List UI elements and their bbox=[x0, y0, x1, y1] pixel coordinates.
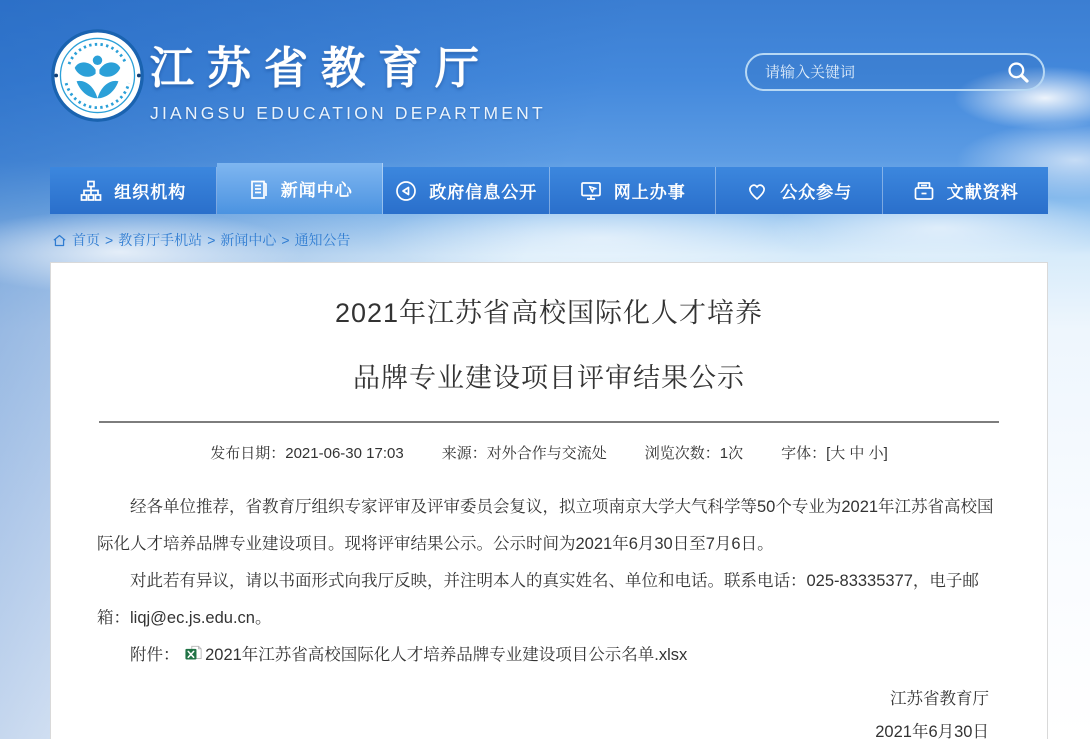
news-icon bbox=[246, 177, 270, 201]
nav-item-online-services[interactable] bbox=[550, 167, 717, 214]
attachment-label: 附件： bbox=[130, 646, 180, 664]
home-icon bbox=[52, 233, 67, 248]
main-nav bbox=[50, 167, 1048, 214]
breadcrumb-mobile-site[interactable]: 教育厅手机站 bbox=[118, 232, 203, 248]
signature-block bbox=[97, 683, 1001, 739]
heart-icon bbox=[745, 179, 769, 203]
signature-date: 2021年6月30日 bbox=[875, 723, 989, 739]
attachment-row bbox=[97, 637, 1001, 674]
article-title-line2: 品牌专业建设项目评审结果公示 bbox=[353, 363, 745, 393]
nav-label: 政府信息公开 bbox=[429, 183, 538, 202]
article-paragraph-1: 经各单位推荐，省教育厅组织专家评审及评审委员会复议，拟立项南京大学大气科学等50个专业为2021年江苏省高校国际化人才培养品牌专业建设项目。现将评审结果公示。公示时间为2021年6月30日至7月6日。 bbox=[97, 498, 994, 553]
nav-label: 组织机构 bbox=[114, 183, 187, 202]
search-box bbox=[745, 53, 1045, 91]
meta-font-size: 字体：[大 中 小] bbox=[781, 445, 888, 462]
nav-label: 公众参与 bbox=[780, 183, 853, 202]
info-disclosure-icon bbox=[394, 179, 418, 203]
search-icon bbox=[1005, 59, 1031, 85]
documents-icon bbox=[912, 179, 936, 203]
signature-org: 江苏省教育厅 bbox=[890, 690, 989, 708]
breadcrumb bbox=[52, 230, 351, 250]
meta-publish-date: 发布日期：2021-06-30 17:03 bbox=[210, 445, 404, 462]
breadcrumb-news-center[interactable]: 新闻中心 bbox=[220, 232, 277, 248]
meta-views: 浏览次数：1次 bbox=[644, 445, 744, 462]
article-card bbox=[50, 262, 1048, 739]
meta-source: 来源：对外合作与交流处 bbox=[441, 445, 607, 462]
article-paragraph-2: 对此若有异议，请以书面形式向我厅反映，并注明本人的真实姓名、单位和电话。联系电话：025-83335377，电子邮箱：liqj@ec.js.edu.cn。 bbox=[97, 572, 979, 627]
font-size-switcher[interactable]: [大 中 小] bbox=[826, 445, 888, 462]
article-title-line1: 2021年江苏省高校国际化人才培养 bbox=[334, 298, 764, 328]
nav-item-documents[interactable] bbox=[883, 167, 1049, 214]
attachment-file-link[interactable]: 2021年江苏省高校国际化人才培养品牌专业建设项目公示名单.xlsx bbox=[205, 646, 688, 664]
online-services-icon bbox=[579, 179, 603, 203]
nav-item-gov-info-disclosure[interactable] bbox=[383, 167, 550, 214]
search-input[interactable] bbox=[765, 64, 1005, 81]
breadcrumb-separator: > bbox=[207, 232, 216, 248]
breadcrumb-notices[interactable]: 通知公告 bbox=[294, 232, 351, 248]
title-divider bbox=[99, 421, 999, 423]
site-title: 江苏省教育厅 bbox=[150, 44, 492, 93]
nav-item-organization[interactable] bbox=[50, 167, 217, 214]
site-title-block bbox=[150, 32, 546, 124]
nav-label: 新闻中心 bbox=[280, 181, 353, 200]
site-logo[interactable] bbox=[50, 28, 145, 123]
nav-label: 文献资料 bbox=[946, 183, 1019, 202]
nav-label: 网上办事 bbox=[613, 183, 686, 202]
nav-item-news-center[interactable] bbox=[217, 163, 384, 214]
breadcrumb-home[interactable]: 首页 bbox=[72, 232, 100, 248]
breadcrumb-separator: > bbox=[105, 232, 114, 248]
article-meta bbox=[97, 442, 1001, 463]
search-button[interactable] bbox=[1005, 59, 1031, 85]
breadcrumb-separator: > bbox=[281, 232, 290, 248]
org-chart-icon bbox=[79, 179, 103, 203]
site-subtitle: JIANGSU EDUCATION DEPARTMENT bbox=[150, 103, 546, 123]
article-body bbox=[97, 489, 1001, 739]
nav-item-public-participation[interactable] bbox=[716, 167, 883, 214]
excel-file-icon bbox=[184, 645, 203, 662]
